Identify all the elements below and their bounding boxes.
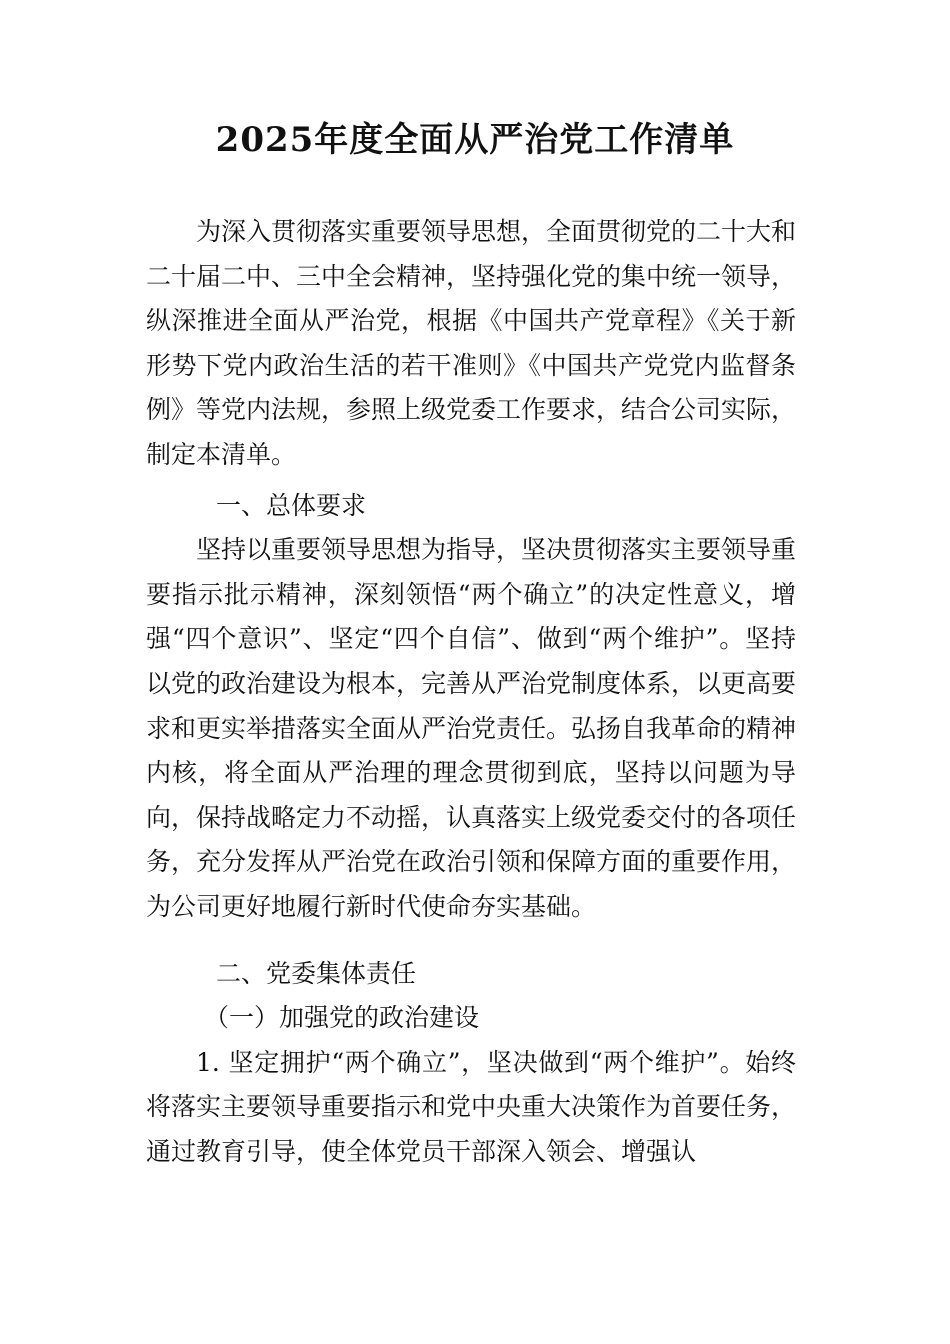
subsection-heading-political-building: （一）加强党的政治建设 [204, 1003, 480, 1033]
general-requirements-paragraph: 坚持以重要领导思想为指导，坚决贯彻落实主要领导重要指示批示精神，深刻领悟“两个确立”的决定性意义，增强“四个意识”、坚定“四个自信”、做到“两个维护”。坚持以党的政治建设为根本，完善从严治党制度体系，以更高要求和更实举措落实全面从严治党责任。弘扬自我革命的精神内核，将全面从严治理的理念贯彻到底，坚持以问题为导向，保持战略定力不动摇，认真落实上级党委交付的各项任务，充分发挥从严治党在政治引领和保障方面的重要作用，为公司更好地履行新时代使命夯实基础。 [146, 535, 797, 921]
section-heading-party-committee-responsibility: 二、党委集体责任 [216, 958, 417, 988]
section-heading-general-requirements: 一、总体要求 [216, 490, 367, 520]
document-body [146, 210, 796, 1174]
item-1-paragraph: 1. 坚定拥护“两个确立”，坚决做到“两个维护”。始终将落实主要领导重要指示和党中央重大决策作为首要任务，通过教育引导，使全体党员干部深入领会、增强认 [146, 1047, 797, 1166]
document-title: 2025年度全面从严治党工作清单 [215, 120, 735, 160]
intro-paragraph: 为深入贯彻落实重要领导思想，全面贯彻党的二十大和二十届二中、三中全会精神，坚持强化党的集中统一领导，纵深推进全面从严治党，根据《中国共产党章程》《关于新形势下党内政治生活的若干准则》《中国共产党党内监督条例》等党内法规，参照上级党委工作要求，结合公司实际，制定本清单。 [146, 217, 797, 469]
